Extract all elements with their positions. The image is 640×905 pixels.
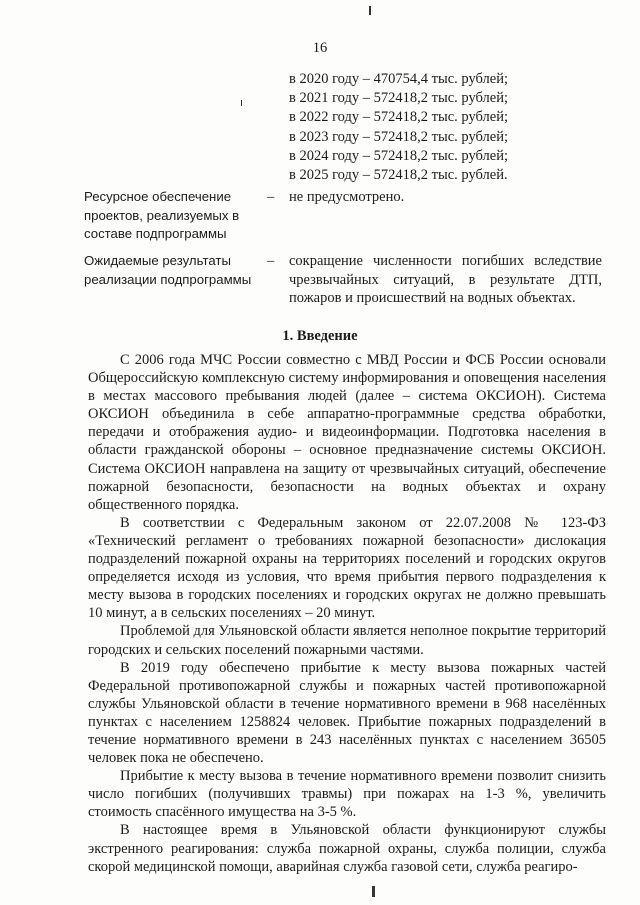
body-text [88, 351, 606, 876]
passport-dash: – [267, 189, 275, 205]
paragraph: С 2006 года МЧС России совместно с МВД России и ФСБ России основали Общероссийскую комплексную систему информирования и оповещения населения в местах массового пребывания людей (далее – система ОКСИОН). Система ОКСИОН объединила в себе аппаратно-программные средства обработки, передачи и отображения аудио- и видеоинформации. Подготовка населения в области гражданской обороны – основное предназначение системы ОКСИОН. Система ОКСИОН направлена на защиту от чрезвычайных ситуаций, обеспечение пожарной безопасности, безопасности на водных объектах и охрану общественного порядка. [88, 352, 606, 513]
paragraph: В настоящее время в Ульяновской области функционируют службы экстренного реагирования: служба пожарной охраны, служба полиции, служба скорой медицинской помощи, аварийная служба газовой сети, служба реагиро- [88, 822, 606, 875]
scan-mark-left [241, 100, 242, 106]
paragraph: Проблемой для Ульяновской области является неполное покрытие территорий городских и сельских поселений пожарными частями. [88, 623, 606, 658]
passport-label: Ресурсное обеспечение проектов, реализуемых в составе подпрограммы [84, 189, 240, 241]
funding-list [289, 70, 508, 185]
funding-line-2020: в 2020 году – 470754,4 тыс. рублей; [289, 71, 509, 87]
scan-mark-bottom [372, 886, 375, 897]
passport-value: сокращение численности погибших вследствие чрезвычайных ситуаций, в результате ДТП, пожаров и происшествий на водных объектах. [289, 253, 602, 306]
passport-label: Ожидаемые результаты реализации подпрограммы [84, 253, 252, 287]
funding-line-2022: в 2022 году – 572418,2 тыс. рублей; [289, 109, 509, 126]
paragraph: Прибытие к месту вызова в течение нормативного времени позволит снизить число погибших (получивших травмы) при пожарах на 1-3 %, увеличить стоимость спасённого имущества на 3-5 %. [88, 768, 606, 821]
funding-line-2025: в 2025 году – 572418,2 тыс. рублей. [289, 167, 508, 184]
paragraph: В 2019 году обеспечено прибытие к месту вызова пожарных частей Федеральной противопожарной службы и пожарных частей противопожарной службы Ульяновской области в течение нормативного времени в 968 населённых пунктах с населением 1258824 человек. Прибытие пожарных подразделений в течение нормативного времени в 243 населённых пунктах с населением 36505 человек пока не обеспечено. [88, 659, 606, 767]
funding-line-2023: в 2023 году – 572418,2 тыс. рублей; [289, 128, 509, 145]
page-number: 16 [312, 40, 328, 56]
scan-mark-top [369, 6, 371, 15]
section-title: 1. Введение [282, 328, 358, 344]
funding-line-2021: в 2021 году – 572418,2 тыс. рублей; [289, 90, 509, 107]
passport-dash: – [267, 253, 275, 269]
passport-value: не предусмотрено. [289, 189, 405, 205]
funding-line-2024: в 2024 году – 572418,2 тыс. рублей; [289, 147, 509, 164]
paragraph: В соответствии с Федеральным законом от 22.07.2008 № 123-ФЗ «Технический регламент о требованиях пожарной безопасности» дислокация подразделений пожарной охраны на территориях поселений и городских округов определяется исходя из условия, что время прибытия первого подразделения к месту вызова в городских поселениях и городских округах не должно превышать 10 минут, а в сельских поселениях – 20 минут. [88, 514, 606, 622]
